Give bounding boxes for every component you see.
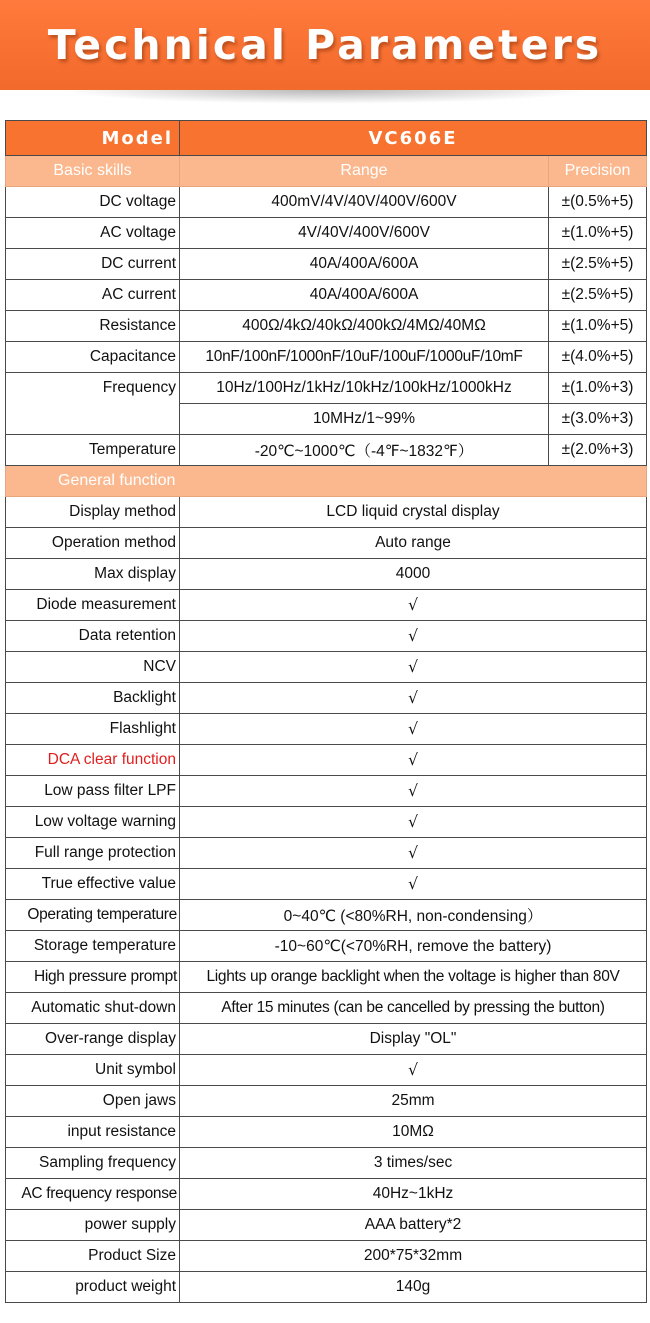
row-value: √ bbox=[180, 838, 647, 869]
table-row bbox=[6, 1148, 647, 1179]
row-name: Product Size bbox=[6, 1241, 180, 1272]
table-row bbox=[6, 714, 647, 745]
row-name: NCV bbox=[6, 652, 180, 683]
table-row bbox=[6, 1272, 647, 1303]
table-row bbox=[6, 1179, 647, 1210]
table-row bbox=[6, 373, 647, 404]
row-value: √ bbox=[180, 745, 647, 776]
row-value: √ bbox=[180, 590, 647, 621]
table-row bbox=[6, 249, 647, 280]
table-row bbox=[6, 497, 647, 528]
row-value: 40Hz~1kHz bbox=[180, 1179, 647, 1210]
row-range: 10Hz/100Hz/1kHz/10kHz/100kHz/1000kHz bbox=[180, 373, 549, 404]
model-label: Model bbox=[6, 121, 180, 156]
row-name: High pressure prompt bbox=[6, 962, 180, 993]
row-name: Automatic shut-down bbox=[6, 993, 180, 1024]
row-name: Low pass filter LPF bbox=[6, 776, 180, 807]
table-row bbox=[6, 745, 647, 776]
row-value: √ bbox=[180, 652, 647, 683]
row-name: Capacitance bbox=[6, 342, 180, 373]
table-row bbox=[6, 404, 647, 435]
row-value: √ bbox=[180, 807, 647, 838]
table-row bbox=[6, 869, 647, 900]
table-row bbox=[6, 187, 647, 218]
table-row bbox=[6, 683, 647, 714]
row-name: AC current bbox=[6, 280, 180, 311]
page-title: Technical Parameters bbox=[47, 21, 603, 69]
row-name: Storage temperature bbox=[6, 931, 180, 962]
row-name: Display method bbox=[6, 497, 180, 528]
row-name: True effective value bbox=[6, 869, 180, 900]
table-row bbox=[6, 931, 647, 962]
row-value: 3 times/sec bbox=[180, 1148, 647, 1179]
row-name: Flashlight bbox=[6, 714, 180, 745]
table-row bbox=[6, 900, 647, 931]
row-precision: ±(1.0%+5) bbox=[549, 218, 647, 249]
row-name: Over-range display bbox=[6, 1024, 180, 1055]
row-name: Open jaws bbox=[6, 1086, 180, 1117]
row-precision: ±(1.0%+3) bbox=[549, 373, 647, 404]
row-name: DC voltage bbox=[6, 187, 180, 218]
row-value: √ bbox=[180, 776, 647, 807]
row-value: Display "OL" bbox=[180, 1024, 647, 1055]
table-row bbox=[6, 652, 647, 683]
table-row bbox=[6, 1210, 647, 1241]
general-function-header-row bbox=[6, 466, 647, 497]
row-value: -10~60℃(<70%RH, remove the battery) bbox=[180, 931, 647, 962]
row-name: Unit symbol bbox=[6, 1055, 180, 1086]
row-range: 400Ω/4kΩ/40kΩ/400kΩ/4MΩ/40MΩ bbox=[180, 311, 549, 342]
row-precision: ±(2.0%+3) bbox=[549, 435, 647, 466]
row-precision: ±(1.0%+5) bbox=[549, 311, 647, 342]
row-name: AC voltage bbox=[6, 218, 180, 249]
row-name: AC frequency response bbox=[6, 1179, 180, 1210]
row-name: Diode measurement bbox=[6, 590, 180, 621]
row-range: 4V/40V/400V/600V bbox=[180, 218, 549, 249]
table-row bbox=[6, 807, 647, 838]
row-precision: ±(2.5%+5) bbox=[549, 280, 647, 311]
table-row bbox=[6, 590, 647, 621]
row-value: √ bbox=[180, 869, 647, 900]
row-value: √ bbox=[180, 621, 647, 652]
row-name: power supply bbox=[6, 1210, 180, 1241]
table-row bbox=[6, 621, 647, 652]
table-row bbox=[6, 218, 647, 249]
row-value: Auto range bbox=[180, 528, 647, 559]
row-name: Temperature bbox=[6, 435, 180, 466]
table-row bbox=[6, 528, 647, 559]
row-name: Low voltage warning bbox=[6, 807, 180, 838]
row-precision: ±(3.0%+3) bbox=[549, 404, 647, 435]
table-row bbox=[6, 435, 647, 466]
row-range: 10MHz/1~99% bbox=[180, 404, 549, 435]
row-range: -20℃~1000℃（-4℉~1832℉） bbox=[180, 435, 549, 466]
row-value: AAA battery*2 bbox=[180, 1210, 647, 1241]
row-name: Full range protection bbox=[6, 838, 180, 869]
row-value: 0~40℃ (<80%RH, non-condensing） bbox=[180, 900, 647, 931]
precision-header: Precision bbox=[549, 156, 647, 187]
basic-skills-header: Basic skills bbox=[6, 156, 180, 187]
row-name: input resistance bbox=[6, 1117, 180, 1148]
row-value: Lights up orange backlight when the voltage is higher than 80V bbox=[180, 962, 647, 993]
row-name bbox=[6, 404, 180, 435]
model-value: VC606E bbox=[180, 121, 647, 156]
row-name: Data retention bbox=[6, 621, 180, 652]
row-range: 400mV/4V/40V/400V/600V bbox=[180, 187, 549, 218]
row-value: √ bbox=[180, 683, 647, 714]
table-row bbox=[6, 838, 647, 869]
row-name: product weight bbox=[6, 1272, 180, 1303]
table-row bbox=[6, 1241, 647, 1272]
table-row bbox=[6, 1117, 647, 1148]
row-range: 40A/400A/600A bbox=[180, 280, 549, 311]
model-row bbox=[6, 121, 647, 156]
banner-shadow bbox=[60, 90, 590, 104]
table-row bbox=[6, 962, 647, 993]
row-name: Max display bbox=[6, 559, 180, 590]
table-row bbox=[6, 776, 647, 807]
row-range: 10nF/100nF/1000nF/10uF/100uF/1000uF/10mF bbox=[180, 342, 549, 373]
table-row bbox=[6, 559, 647, 590]
row-range: 40A/400A/600A bbox=[180, 249, 549, 280]
table-row bbox=[6, 342, 647, 373]
row-name: Backlight bbox=[6, 683, 180, 714]
table-row bbox=[6, 311, 647, 342]
row-name: DC current bbox=[6, 249, 180, 280]
row-value: 4000 bbox=[180, 559, 647, 590]
row-value: After 15 minutes (can be cancelled by pressing the button) bbox=[180, 993, 647, 1024]
table-row bbox=[6, 1024, 647, 1055]
basic-header-row bbox=[6, 156, 647, 187]
range-header: Range bbox=[180, 156, 549, 187]
spec-table bbox=[5, 120, 647, 1303]
row-value: 10MΩ bbox=[180, 1117, 647, 1148]
row-precision: ±(0.5%+5) bbox=[549, 187, 647, 218]
row-name: Operation method bbox=[6, 528, 180, 559]
row-value: 140g bbox=[180, 1272, 647, 1303]
row-name-highlighted: DCA clear function bbox=[6, 745, 180, 776]
row-name: Resistance bbox=[6, 311, 180, 342]
table-row bbox=[6, 280, 647, 311]
row-precision: ±(4.0%+5) bbox=[549, 342, 647, 373]
row-value: √ bbox=[180, 714, 647, 745]
row-value: LCD liquid crystal display bbox=[180, 497, 647, 528]
row-name: Sampling frequency bbox=[6, 1148, 180, 1179]
table-row bbox=[6, 993, 647, 1024]
table-row bbox=[6, 1086, 647, 1117]
header-banner bbox=[0, 0, 650, 90]
general-function-header: General function bbox=[6, 466, 647, 497]
table-row bbox=[6, 1055, 647, 1086]
row-name: Frequency bbox=[6, 373, 180, 404]
row-value: √ bbox=[180, 1055, 647, 1086]
row-value: 200*75*32mm bbox=[180, 1241, 647, 1272]
row-value: 25mm bbox=[180, 1086, 647, 1117]
row-precision: ±(2.5%+5) bbox=[549, 249, 647, 280]
row-name: Operating temperature bbox=[6, 900, 180, 931]
